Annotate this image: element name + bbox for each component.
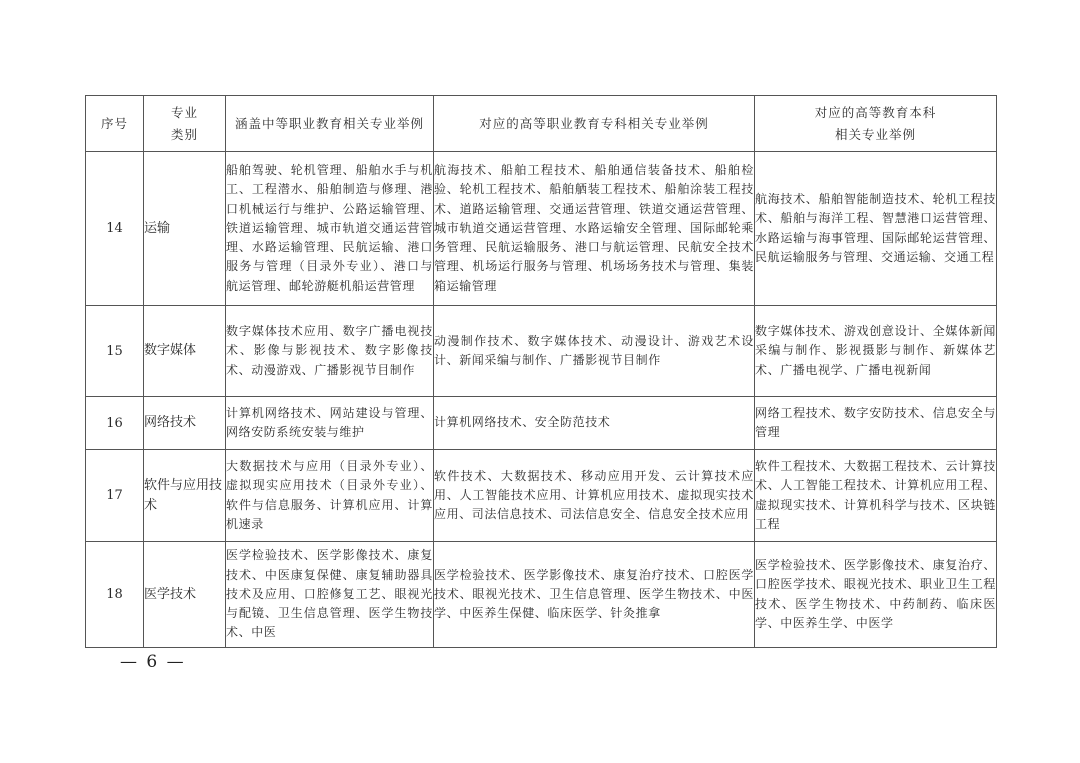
row-seq: 18 [86,542,144,648]
header-seq: 序号 [86,96,144,152]
table-row [86,450,997,542]
major-mapping-table [85,95,997,648]
header-category-line2: 类别 [170,126,198,142]
table-row [86,306,997,397]
row-category: 数字媒体 [144,306,226,397]
row-higher-vocational: 航海技术、船舶工程技术、船舶通信装备技术、船舶检验、轮机工程技术、船舶舾装工程技术、船舶涂装工程技术、道路运输管理、交通运营管理、铁道交通运营管理、城市轨道交通运营管理、水路运输安全管理、国际邮轮乘务管理、民航运输服务、港口与航运管理、民航安全技术管理、机场运行服务与管理、机场场务技术与管理、集装箱运输管理 [434,152,755,306]
table-row [86,152,997,306]
row-undergraduate: 软件工程技术、大数据工程技术、云计算技术、人工智能工程技术、计算机应用工程、虚拟现实技术、计算机科学与技术、区块链工程 [755,450,997,542]
page-number: — 6 — [120,652,186,672]
row-undergraduate: 数字媒体技术、游戏创意设计、全媒体新闻采编与制作、影视摄影与制作、新媒体艺术、广播电视学、广播电视新闻 [755,306,997,397]
row-secondary: 医学检验技术、医学影像技术、康复技术、中医康复保健、康复辅助器具技术及应用、口腔修复工艺、眼视光与配镜、卫生信息管理、医学生物技术、中医 [226,542,434,648]
row-higher-vocational: 动漫制作技术、数字媒体技术、动漫设计、游戏艺术设计、新闻采编与制作、广播影视节目制作 [434,306,755,397]
row-higher-vocational: 医学检验技术、医学影像技术、康复治疗技术、口腔医学技术、眼视光技术、卫生信息管理、医学生物技术、中医学、中医养生保健、临床医学、针灸推拿 [434,542,755,648]
row-undergraduate: 网络工程技术、数字安防技术、信息安全与管理 [755,397,997,450]
row-seq: 17 [86,450,144,542]
row-undergraduate: 航海技术、船舶智能制造技术、轮机工程技术、船舶与海洋工程、智慧港口运营管理、水路运输与海事管理、国际邮轮运营管理、民航运输服务与管理、交通运输、交通工程 [755,152,997,306]
row-category: 运输 [144,152,226,306]
row-category: 软件与应用技术 [144,450,226,542]
row-higher-vocational: 计算机网络技术、安全防范技术 [434,397,755,450]
header-secondary: 涵盖中等职业教育相关专业举例 [226,96,434,152]
row-category: 医学技术 [144,542,226,648]
header-undergraduate [755,96,997,152]
header-undergraduate-line2: 相关专业举例 [834,126,916,142]
row-secondary: 计算机网络技术、网站建设与管理、网络安防系统安装与维护 [226,397,434,450]
row-category: 网络技术 [144,397,226,450]
row-higher-vocational: 软件技术、大数据技术、移动应用开发、云计算技术应用、人工智能技术应用、计算机应用技术、虚拟现实技术应用、司法信息技术、司法信息安全、信息安全技术应用 [434,450,755,542]
row-seq: 15 [86,306,144,397]
header-undergraduate-line1: 对应的高等教育本科 [814,104,937,120]
header-higher-vocational: 对应的高等职业教育专科相关专业举例 [434,96,755,152]
row-secondary: 数字媒体技术应用、数字广播电视技术、影像与影视技术、数字影像技术、动漫游戏、广播影视节目制作 [226,306,434,397]
header-category-line1: 专业 [170,104,198,120]
table-row [86,542,997,648]
row-undergraduate: 医学检验技术、医学影像技术、康复治疗、口腔医学技术、眼视光技术、职业卫生工程技术、医学生物技术、中药制药、临床医学、中医养生学、中医学 [755,542,997,648]
row-secondary: 船舶驾驶、轮机管理、船舶水手与机工、工程潜水、船舶制造与修理、港口机械运行与维护、公路运输管理、铁道运输管理、城市轨道交通运营管理、水路运输管理、民航运输、港口服务与管理（目录外专业）、港口与航运管理、邮轮游艇机船运营管理 [226,152,434,306]
header-category [144,96,226,152]
row-seq: 16 [86,397,144,450]
document-page [85,95,996,648]
row-secondary: 大数据技术与应用（目录外专业）、虚拟现实应用技术（目录外专业）、软件与信息服务、计算机应用、计算机速录 [226,450,434,542]
row-seq: 14 [86,152,144,306]
table-row [86,397,997,450]
header-row [86,96,997,152]
